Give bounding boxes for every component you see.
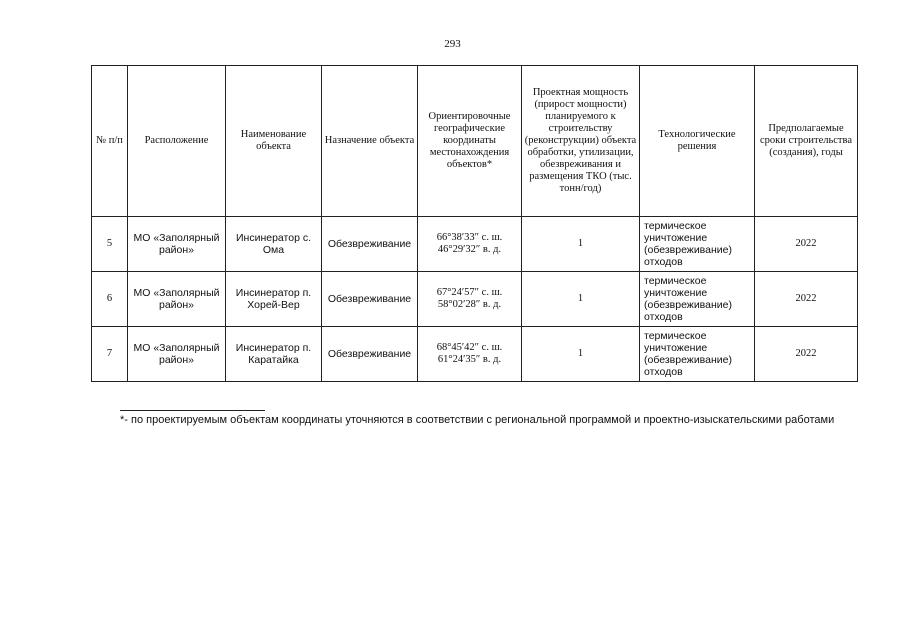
coordinates-cell: 66°38′33″ с. ш. 46°29′32″ в. д. — [418, 217, 522, 272]
location-cell: МО «Заполярный район» — [128, 217, 226, 272]
capacity-cell: 1 — [522, 327, 640, 382]
capacity-cell: 1 — [522, 272, 640, 327]
object-name-cell: Инсинератор с. Ома — [226, 217, 322, 272]
capacity-cell: 1 — [522, 217, 640, 272]
footnote: *- по проектируемым объектам координаты уточняются в соответствии с региональной программой и проектно-изыскательскими работами — [120, 414, 835, 426]
year-cell: 2022 — [755, 217, 858, 272]
header-cell: Назначение объекта — [322, 66, 418, 217]
year-cell: 2022 — [755, 327, 858, 382]
coordinates-cell: 67°24′57″ с. ш. 58°02′28″ в. д. — [418, 272, 522, 327]
coordinates-cell: 68°45′42″ с. ш. 61°24′35″ в. д. — [418, 327, 522, 382]
object-name-cell: Инсинератор п. Хорей-Вер — [226, 272, 322, 327]
table-row — [92, 327, 858, 382]
purpose-cell: Обезвреживание — [322, 272, 418, 327]
purpose-cell: Обезвреживание — [322, 217, 418, 272]
page-number: 293 — [444, 38, 461, 50]
header-cell: Проектная мощность (прирост мощности) планируемого к строительству (реконструкции) объекта обработки, утилизации, обезвреживания и размещения ТКО (тыс. тонн/год) — [522, 66, 640, 217]
year-cell: 2022 — [755, 272, 858, 327]
object-name-cell: Инсинератор п. Каратайка — [226, 327, 322, 382]
table-header-row — [92, 66, 858, 217]
footnote-divider — [120, 410, 265, 411]
tech-solution-cell: термическое уничтожение (обезвреживание) отходов — [640, 327, 755, 382]
header-cell: Технологические решения — [640, 66, 755, 217]
tech-solution-cell: термическое уничтожение (обезвреживание) отходов — [640, 272, 755, 327]
location-cell: МО «Заполярный район» — [128, 327, 226, 382]
objects-table — [91, 65, 858, 382]
row-number: 6 — [92, 272, 128, 327]
row-number: 5 — [92, 217, 128, 272]
location-cell: МО «Заполярный район» — [128, 272, 226, 327]
tech-solution-cell: термическое уничтожение (обезвреживание) отходов — [640, 217, 755, 272]
header-cell: Расположение — [128, 66, 226, 217]
table-row — [92, 217, 858, 272]
header-cell: Ориентировочные географические координаты местонахождения объектов* — [418, 66, 522, 217]
row-number: 7 — [92, 327, 128, 382]
header-cell: Наименование объекта — [226, 66, 322, 217]
header-cell: Предполагаемые сроки строительства (создания), годы — [755, 66, 858, 217]
purpose-cell: Обезвреживание — [322, 327, 418, 382]
header-cell: № п/п — [92, 66, 128, 217]
table-row — [92, 272, 858, 327]
